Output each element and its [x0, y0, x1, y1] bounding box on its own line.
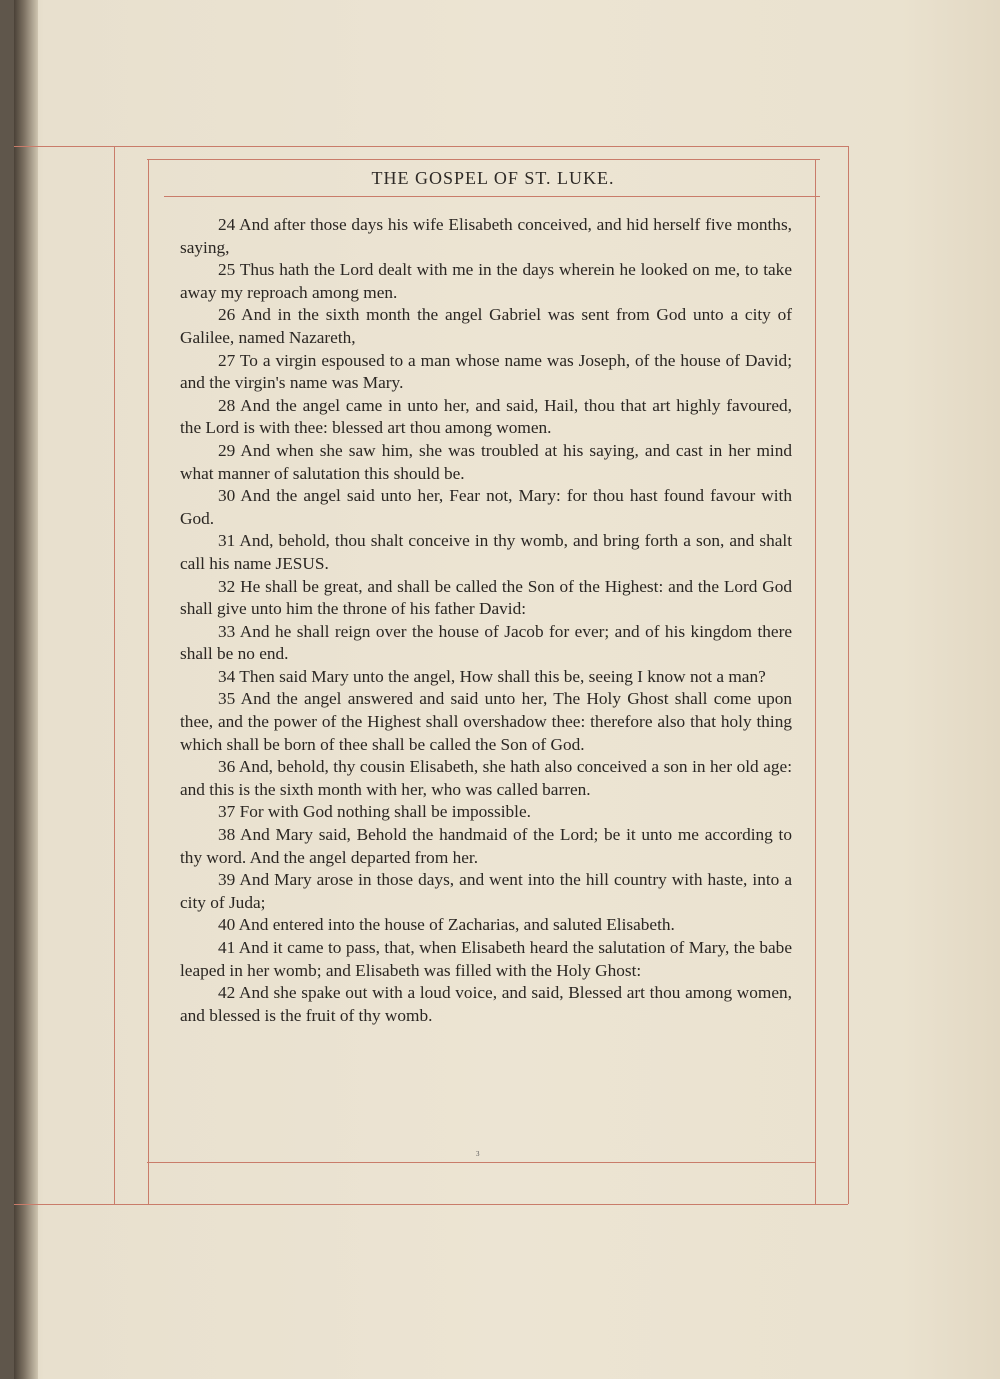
verse-29: 29 And when she saw him, she was troubled at his saying, and cast in her mind what manner of salutation this should be. — [180, 440, 792, 483]
border-top-outer — [14, 146, 848, 147]
footer-rule — [147, 1162, 815, 1163]
verse-36: 36 And, behold, thy cousin Elisabeth, she hath also conceived a son in her old age: and this is the sixth month with her, who was called barren. — [180, 757, 792, 799]
border-top-inner — [147, 159, 820, 160]
verse-32: 32 He shall be great, and shall be called the Son of the Highest: and the Lord God shall give unto him the throne of his father David: — [180, 576, 792, 619]
verse-25: 25 Thus hath the Lord dealt with me in the days wherein he looked on me, to take away my reproach among men. — [180, 260, 792, 302]
border-bottom-outer — [14, 1204, 848, 1205]
border-left-inner — [148, 159, 149, 1204]
verse-34: 34 Then said Mary unto the angel, How shall this be, seeing I know not a man? — [218, 666, 766, 686]
verse-38: 38 And Mary said, Behold the handmaid of the Lord; be it unto me according to thy word. And the angel departed from her. — [180, 825, 792, 867]
border-right-inner — [815, 159, 816, 1204]
verse-37: 37 For with God nothing shall be impossible. — [218, 802, 531, 822]
verse-24: 24 And after those days his wife Elisabeth conceived, and hid herself five months, saying, — [180, 215, 792, 257]
verse-27: 27 To a virgin espoused to a man whose name was Joseph, of the house of David; and the virgin's name was Mary. — [180, 350, 792, 393]
verse-31: 31 And, behold, thou shalt conceive in thy womb, and bring forth a son, and shalt call his name JESUS. — [180, 531, 792, 573]
page-number: 3 — [476, 1150, 480, 1158]
book-spine — [14, 0, 38, 1379]
verse-39: 39 And Mary arose in those days, and went into the hill country with haste, into a city of Juda; — [180, 870, 792, 912]
header-rule — [164, 196, 820, 197]
verse-41: 41 And it came to pass, that, when Elisabeth heard the salutation of Mary, the babe leaped in her womb; and Elisabeth was filled with the Holy Ghost: — [180, 938, 792, 980]
border-right-outer — [848, 146, 849, 1204]
verse-28: 28 And the angel came in unto her, and said, Hail, thou that art highly favoured, the Lord is with thee: blessed art thou among women. — [180, 395, 792, 438]
verse-35: 35 And the angel answered and said unto her, The Holy Ghost shall come upon thee, and the power of the Highest shall overshadow thee: therefore also that holy thing which shall be born of thee shall be called the Son of God. — [180, 689, 792, 754]
verse-42: 42 And she spake out with a loud voice, and said, Blessed art thou among women, and blessed is the fruit of thy womb. — [180, 983, 792, 1025]
scripture-text — [180, 214, 792, 1027]
verse-40: 40 And entered into the house of Zacharias, and saluted Elisabeth. — [218, 915, 675, 935]
verse-26: 26 And in the sixth month the angel Gabriel was sent from God unto a city of Galilee, named Nazareth, — [180, 305, 792, 347]
verse-33: 33 And he shall reign over the house of Jacob for ever; and of his kingdom there shall be no end. — [180, 621, 792, 664]
running-header: THE GOSPEL OF ST. LUKE. — [371, 168, 615, 188]
border-left-outer — [114, 146, 115, 1204]
verse-30: 30 And the angel said unto her, Fear not, Mary: for thou hast found favour with God. — [180, 486, 792, 528]
